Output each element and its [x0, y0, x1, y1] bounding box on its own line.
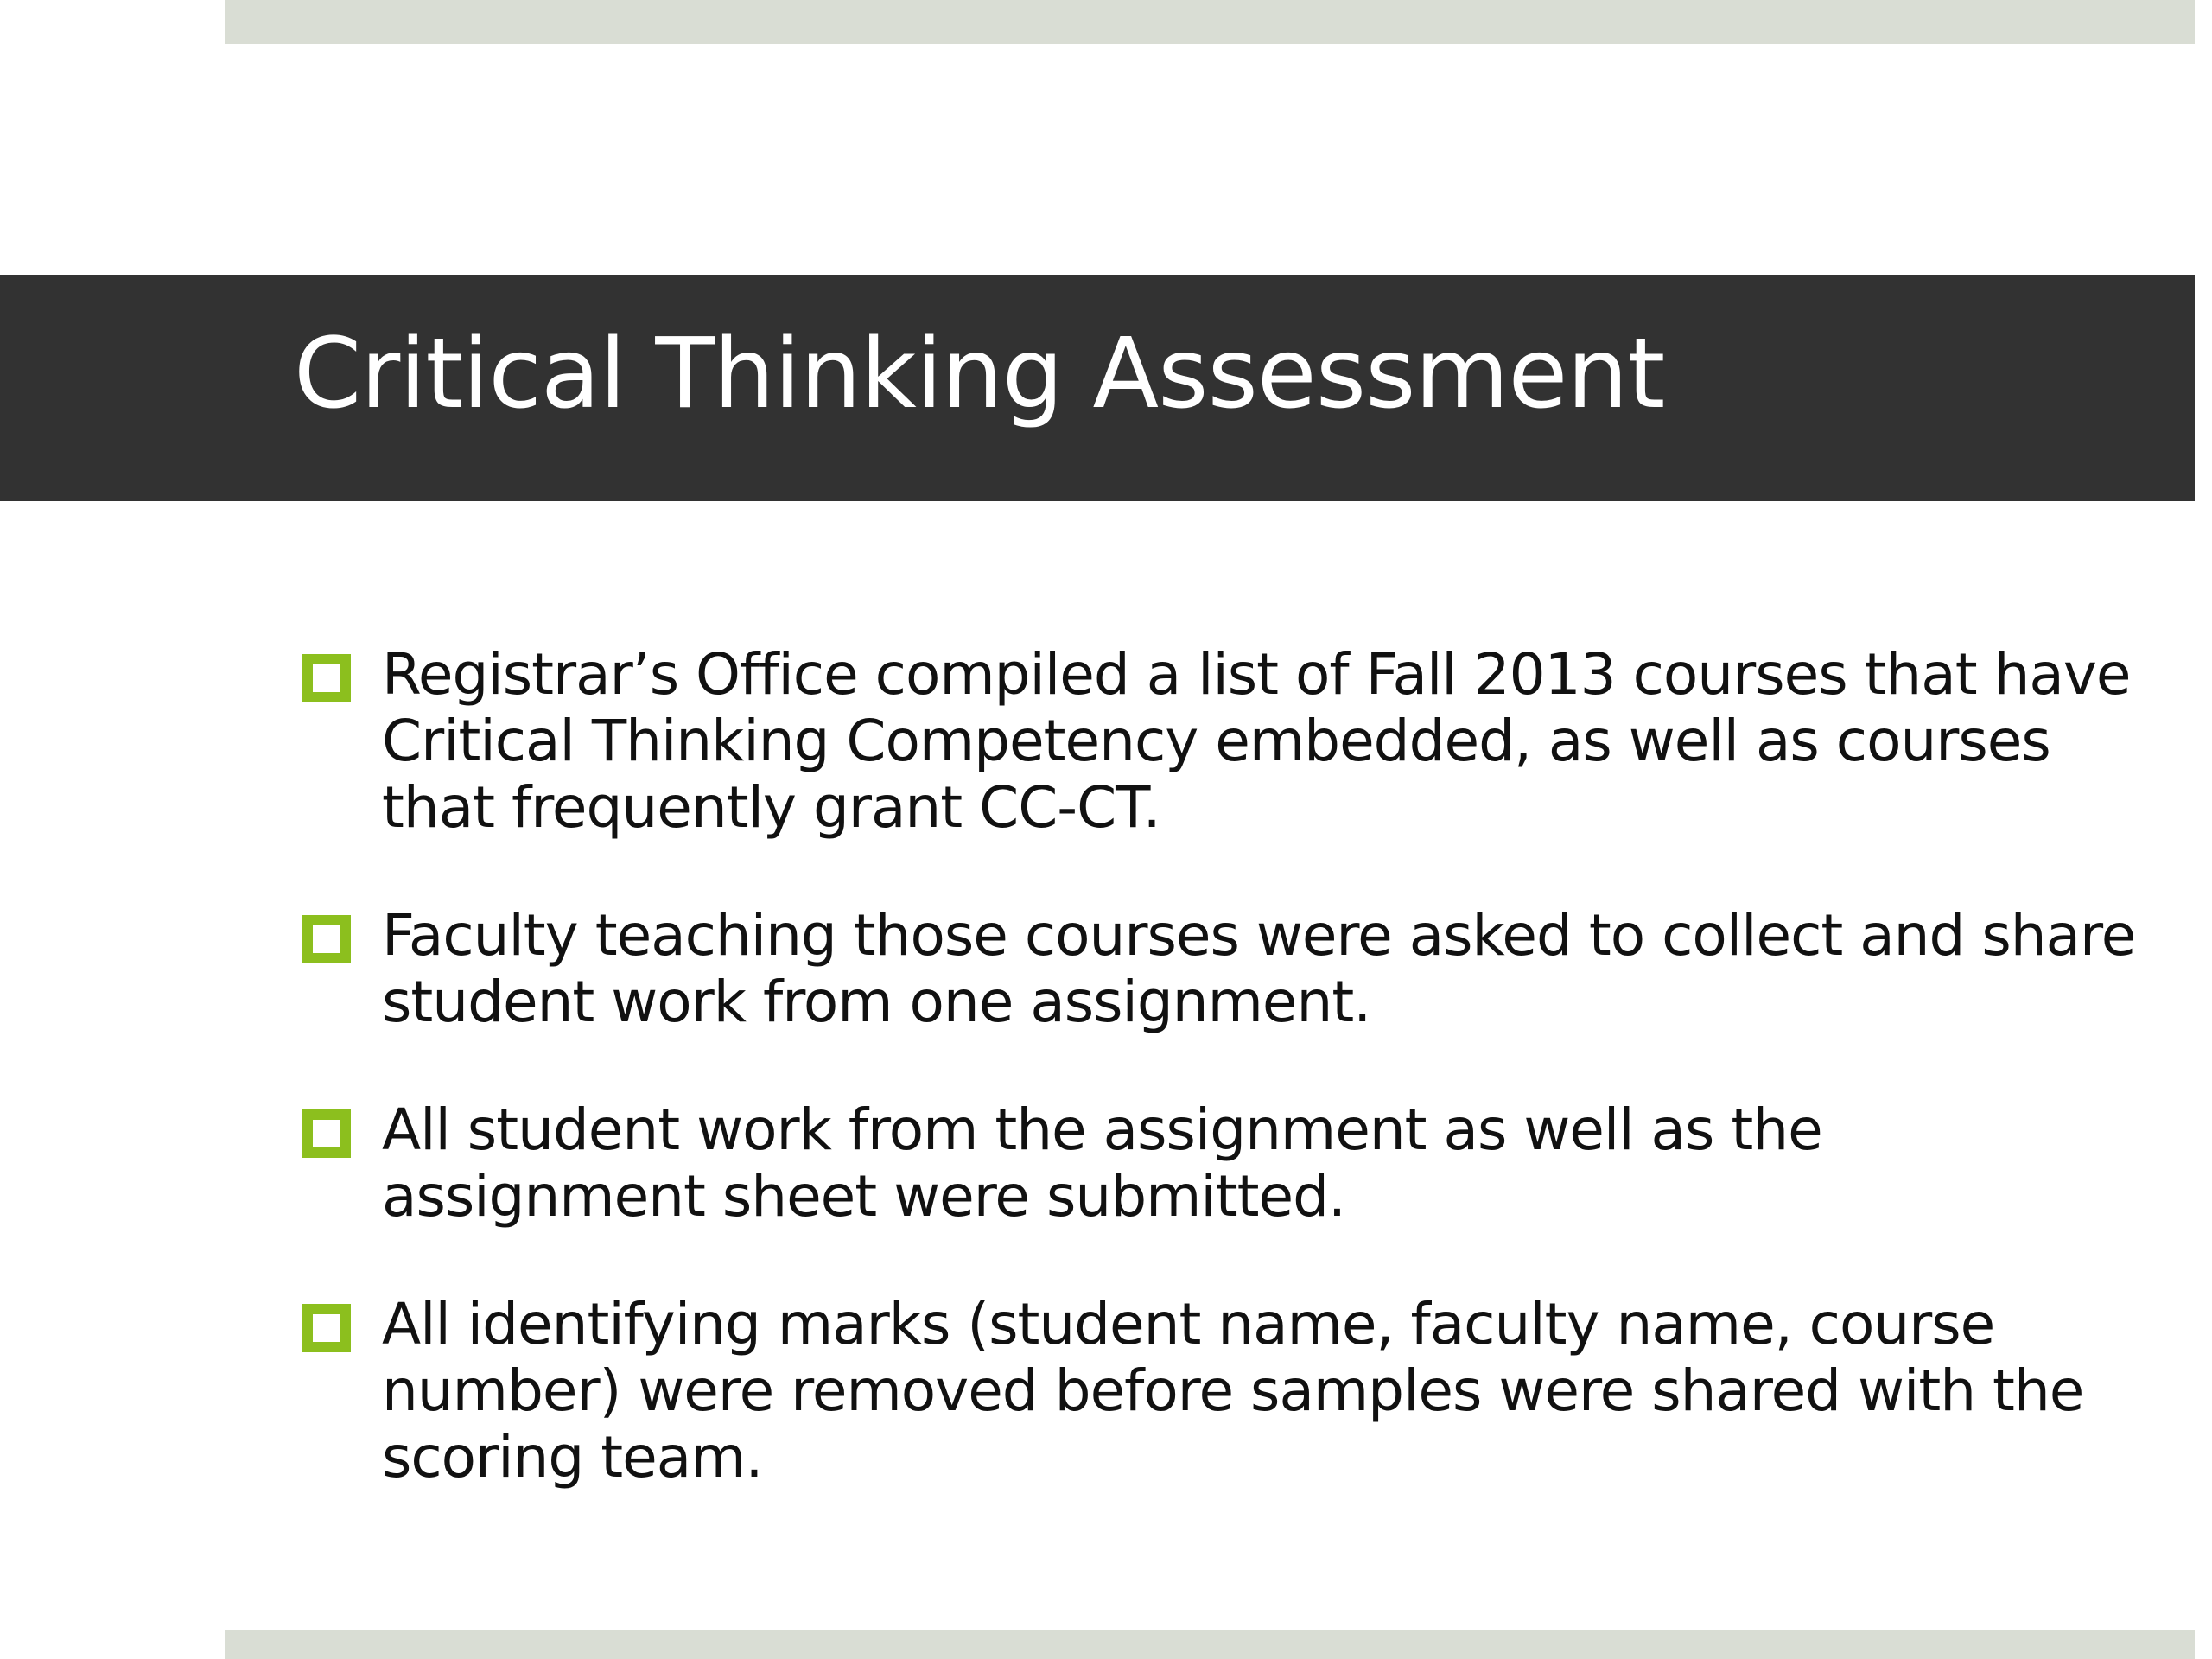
hollow-square-bullet-icon: [302, 1109, 351, 1158]
bullet-text: Faculty teaching those courses were asked to collect and share student work from one assignment.: [382, 902, 2136, 1035]
bullet-item: [294, 902, 2143, 1035]
slide-title: Critical Thinking Assessment: [294, 318, 1665, 430]
hollow-square-bullet-icon: [302, 654, 351, 702]
bullet-text: All identifying marks (student name, faculty name, course number) were removed before samples were shared with the scoring team.: [382, 1291, 2084, 1491]
top-accent-bar: [225, 0, 2195, 44]
bullet-item: [294, 1291, 2143, 1491]
bullet-item: [294, 1096, 2143, 1230]
bottom-accent-bar: [225, 1630, 2195, 1659]
hollow-square-bullet-icon: [302, 915, 351, 963]
hollow-square-bullet-icon: [302, 1304, 351, 1352]
bullet-item: [294, 641, 2143, 841]
bullet-list: [294, 641, 2143, 1552]
bullet-text: All student work from the assignment as well as the assignment sheet were submitted.: [382, 1096, 1822, 1230]
bullet-text: Registrar’s Office compiled a list of Fall 2013 courses that have Critical Thinking Competency embedded, as well as courses that frequently grant CC-CT.: [382, 641, 2131, 841]
